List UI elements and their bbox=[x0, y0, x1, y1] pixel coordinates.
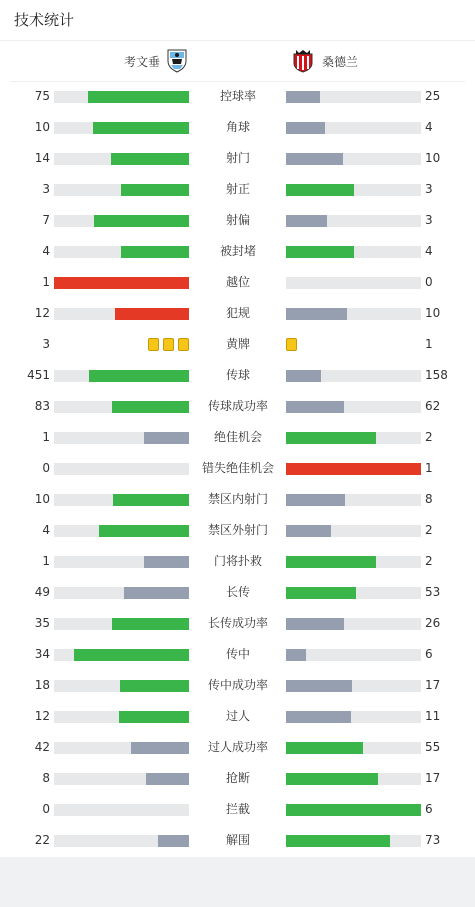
home-value: 1 bbox=[42, 554, 50, 568]
home-bar bbox=[54, 494, 189, 506]
home-value: 10 bbox=[34, 492, 50, 506]
away-bar-fill bbox=[286, 618, 344, 630]
home-bar-fill bbox=[121, 246, 189, 258]
home-value: 0 bbox=[42, 461, 50, 475]
stat-row[interactable] bbox=[0, 112, 475, 143]
home-value: 4 bbox=[42, 244, 50, 258]
stat-row[interactable] bbox=[0, 236, 475, 267]
away-value: 3 bbox=[425, 182, 433, 196]
home-bar bbox=[54, 773, 189, 785]
home-value: 12 bbox=[34, 306, 50, 320]
yellow-card-icon bbox=[163, 338, 174, 351]
home-bar bbox=[54, 556, 189, 568]
away-bar-fill bbox=[286, 308, 347, 320]
home-bar bbox=[54, 401, 189, 413]
away-bar-fill bbox=[286, 463, 421, 475]
yellow-card-icon bbox=[148, 338, 159, 351]
stat-label: 射偏 bbox=[225, 213, 250, 227]
home-bar-fill bbox=[112, 618, 189, 630]
home-bar-fill bbox=[93, 122, 189, 134]
away-bar-fill bbox=[286, 494, 345, 506]
away-bar bbox=[286, 122, 421, 134]
away-value: 10 bbox=[425, 306, 441, 320]
away-value: 8 bbox=[425, 492, 433, 506]
home-bar-fill bbox=[54, 277, 189, 289]
stat-row[interactable] bbox=[0, 670, 475, 701]
away-value: 2 bbox=[425, 554, 433, 568]
home-value: 0 bbox=[42, 802, 50, 816]
away-bar bbox=[286, 680, 421, 692]
stat-label: 传球成功率 bbox=[207, 399, 268, 413]
stat-row[interactable] bbox=[0, 546, 475, 577]
away-value: 1 bbox=[425, 461, 433, 475]
home-team-name: 考文垂 bbox=[123, 54, 160, 69]
away-bar-fill bbox=[286, 401, 344, 413]
away-bar bbox=[286, 525, 421, 537]
home-value: 18 bbox=[34, 678, 50, 692]
yellow-card-icon bbox=[286, 338, 297, 351]
away-value: 11 bbox=[425, 709, 441, 723]
away-value: 17 bbox=[425, 771, 441, 785]
away-bar-fill bbox=[286, 649, 306, 661]
stat-row[interactable] bbox=[0, 205, 475, 236]
stat-label: 黄牌 bbox=[225, 337, 250, 351]
stat-row[interactable] bbox=[0, 267, 475, 298]
home-bar-fill bbox=[115, 308, 189, 320]
home-bar bbox=[54, 835, 189, 847]
away-value: 53 bbox=[425, 585, 441, 599]
home-yellow-cards bbox=[148, 338, 189, 351]
home-bar-fill bbox=[146, 773, 189, 785]
stat-row[interactable] bbox=[0, 515, 475, 546]
away-bar bbox=[286, 432, 421, 444]
coventry-crest-icon bbox=[166, 49, 188, 73]
away-value: 62 bbox=[425, 399, 441, 413]
away-value: 6 bbox=[425, 802, 433, 816]
away-bar bbox=[286, 804, 421, 816]
sunderland-crest-icon bbox=[292, 49, 314, 73]
home-value: 3 bbox=[42, 182, 50, 196]
home-bar bbox=[54, 122, 189, 134]
stat-label: 长传成功率 bbox=[207, 616, 268, 630]
away-value: 25 bbox=[425, 89, 441, 103]
away-value: 158 bbox=[425, 368, 448, 382]
away-team-name: 桑德兰 bbox=[322, 54, 359, 69]
away-bar bbox=[286, 91, 421, 103]
stat-label: 解围 bbox=[225, 833, 250, 847]
away-bar-fill bbox=[286, 835, 390, 847]
away-bar bbox=[286, 556, 421, 568]
stat-row[interactable] bbox=[0, 329, 475, 360]
stat-label: 禁区外射门 bbox=[207, 523, 268, 537]
away-bar bbox=[286, 277, 421, 289]
divider bbox=[0, 40, 475, 41]
home-value: 1 bbox=[42, 430, 50, 444]
home-bar bbox=[54, 680, 189, 692]
stat-row[interactable] bbox=[0, 484, 475, 515]
home-bar-fill bbox=[111, 153, 189, 165]
home-bar bbox=[54, 649, 189, 661]
away-bar bbox=[286, 463, 421, 475]
stat-label: 犯规 bbox=[225, 306, 250, 320]
stat-row[interactable] bbox=[0, 608, 475, 639]
away-bar bbox=[286, 835, 421, 847]
stat-label: 射正 bbox=[225, 182, 250, 196]
home-bar bbox=[54, 587, 189, 599]
home-bar bbox=[54, 742, 189, 754]
away-bar-fill bbox=[286, 525, 331, 537]
away-value: 0 bbox=[425, 275, 433, 289]
away-bar-fill bbox=[286, 370, 321, 382]
stat-row[interactable] bbox=[0, 391, 475, 422]
home-value: 3 bbox=[42, 337, 50, 351]
away-bar-fill bbox=[286, 184, 354, 196]
home-bar-fill bbox=[144, 432, 189, 444]
away-bar bbox=[286, 587, 421, 599]
away-value: 17 bbox=[425, 678, 441, 692]
home-bar bbox=[54, 91, 189, 103]
home-bar-fill bbox=[124, 587, 189, 599]
stat-row[interactable] bbox=[0, 453, 475, 484]
away-value: 73 bbox=[425, 833, 441, 847]
home-bar-fill bbox=[89, 370, 189, 382]
stat-label: 角球 bbox=[225, 120, 250, 134]
away-bar bbox=[286, 494, 421, 506]
home-value: 1 bbox=[42, 275, 50, 289]
away-value: 3 bbox=[425, 213, 433, 227]
home-bar bbox=[54, 432, 189, 444]
away-bar bbox=[286, 401, 421, 413]
away-bar-fill bbox=[286, 215, 327, 227]
away-bar-fill bbox=[286, 91, 320, 103]
home-bar-fill bbox=[99, 525, 189, 537]
away-bar-fill bbox=[286, 246, 354, 258]
stat-label: 长传 bbox=[225, 585, 250, 599]
home-value: 8 bbox=[42, 771, 50, 785]
home-value: 83 bbox=[34, 399, 50, 413]
home-value: 35 bbox=[34, 616, 50, 630]
away-bar-fill bbox=[286, 804, 421, 816]
stat-row[interactable] bbox=[0, 825, 475, 856]
away-value: 2 bbox=[425, 523, 433, 537]
away-bar bbox=[286, 153, 421, 165]
away-bar bbox=[286, 184, 421, 196]
home-bar-fill bbox=[144, 556, 189, 568]
away-yellow-cards bbox=[286, 338, 297, 351]
home-bar bbox=[54, 246, 189, 258]
home-bar-fill bbox=[131, 742, 189, 754]
page-title: 技术统计 bbox=[14, 11, 75, 29]
home-bar-fill bbox=[94, 215, 189, 227]
away-bar bbox=[286, 711, 421, 723]
stat-label: 越位 bbox=[225, 275, 250, 289]
stat-label: 绝佳机会 bbox=[213, 430, 262, 444]
home-bar-fill bbox=[112, 401, 189, 413]
stat-label: 传中成功率 bbox=[207, 678, 268, 692]
home-bar bbox=[54, 804, 189, 816]
home-bar-fill bbox=[113, 494, 189, 506]
home-value: 75 bbox=[34, 89, 50, 103]
home-bar bbox=[54, 277, 189, 289]
stat-label: 射门 bbox=[225, 151, 250, 165]
stat-row[interactable] bbox=[0, 701, 475, 732]
home-bar-fill bbox=[74, 649, 189, 661]
stat-label: 控球率 bbox=[219, 89, 256, 103]
home-value: 10 bbox=[34, 120, 50, 134]
stat-row[interactable] bbox=[0, 639, 475, 670]
stat-row[interactable] bbox=[0, 174, 475, 205]
away-bar bbox=[286, 246, 421, 258]
away-bar-fill bbox=[286, 556, 376, 568]
stat-label: 门将扑救 bbox=[213, 554, 262, 568]
home-value: 42 bbox=[34, 740, 50, 754]
home-bar-fill bbox=[158, 835, 189, 847]
home-value: 12 bbox=[34, 709, 50, 723]
home-bar-fill bbox=[88, 91, 189, 103]
stat-label: 被封堵 bbox=[219, 244, 256, 258]
stat-label: 过人 bbox=[225, 709, 250, 723]
away-value: 4 bbox=[425, 120, 433, 134]
stat-row[interactable] bbox=[0, 763, 475, 794]
away-bar-fill bbox=[286, 742, 363, 754]
home-value: 4 bbox=[42, 523, 50, 537]
stat-row[interactable] bbox=[0, 360, 475, 391]
home-bar bbox=[54, 308, 189, 320]
home-bar bbox=[54, 618, 189, 630]
stat-label: 禁区内射门 bbox=[207, 492, 268, 506]
stat-label: 错失绝佳机会 bbox=[201, 461, 274, 475]
away-bar-fill bbox=[286, 680, 352, 692]
away-value: 10 bbox=[425, 151, 441, 165]
away-bar-fill bbox=[286, 711, 351, 723]
stat-label: 抢断 bbox=[225, 771, 250, 785]
home-value: 7 bbox=[42, 213, 50, 227]
home-bar-fill bbox=[120, 680, 189, 692]
stat-label: 传球 bbox=[225, 368, 250, 382]
home-bar bbox=[54, 184, 189, 196]
away-bar-fill bbox=[286, 153, 343, 165]
home-value: 14 bbox=[34, 151, 50, 165]
away-bar bbox=[286, 618, 421, 630]
home-bar bbox=[54, 215, 189, 227]
away-team[interactable] bbox=[292, 48, 358, 74]
stat-row[interactable] bbox=[0, 81, 475, 112]
away-bar bbox=[286, 742, 421, 754]
home-team[interactable] bbox=[124, 48, 188, 74]
away-bar bbox=[286, 308, 421, 320]
away-bar-fill bbox=[286, 432, 376, 444]
home-bar-fill bbox=[121, 184, 189, 196]
away-bar-fill bbox=[286, 587, 356, 599]
home-bar-fill bbox=[119, 711, 189, 723]
home-value: 49 bbox=[34, 585, 50, 599]
away-value: 4 bbox=[425, 244, 433, 258]
stat-row[interactable] bbox=[0, 732, 475, 763]
home-bar bbox=[54, 525, 189, 537]
away-bar bbox=[286, 773, 421, 785]
away-bar bbox=[286, 215, 421, 227]
stat-row[interactable] bbox=[0, 143, 475, 174]
away-value: 26 bbox=[425, 616, 441, 630]
away-value: 55 bbox=[425, 740, 441, 754]
yellow-card-icon bbox=[178, 338, 189, 351]
away-bar bbox=[286, 649, 421, 661]
home-bar bbox=[54, 153, 189, 165]
stat-row[interactable] bbox=[0, 794, 475, 825]
home-bar bbox=[54, 463, 189, 475]
away-value: 6 bbox=[425, 647, 433, 661]
stat-row[interactable] bbox=[0, 422, 475, 453]
home-value: 22 bbox=[34, 833, 50, 847]
away-value: 2 bbox=[425, 430, 433, 444]
away-bar bbox=[286, 370, 421, 382]
away-value: 1 bbox=[425, 337, 433, 351]
away-bar-fill bbox=[286, 122, 325, 134]
stat-label: 传中 bbox=[225, 647, 250, 661]
stat-label: 过人成功率 bbox=[207, 740, 268, 754]
home-value: 34 bbox=[34, 647, 50, 661]
home-value: 451 bbox=[27, 368, 50, 382]
home-bar bbox=[54, 711, 189, 723]
stat-row[interactable] bbox=[0, 298, 475, 329]
away-bar-fill bbox=[286, 773, 378, 785]
home-bar bbox=[54, 370, 189, 382]
stat-row[interactable] bbox=[0, 577, 475, 608]
stat-label: 拦截 bbox=[225, 802, 250, 816]
